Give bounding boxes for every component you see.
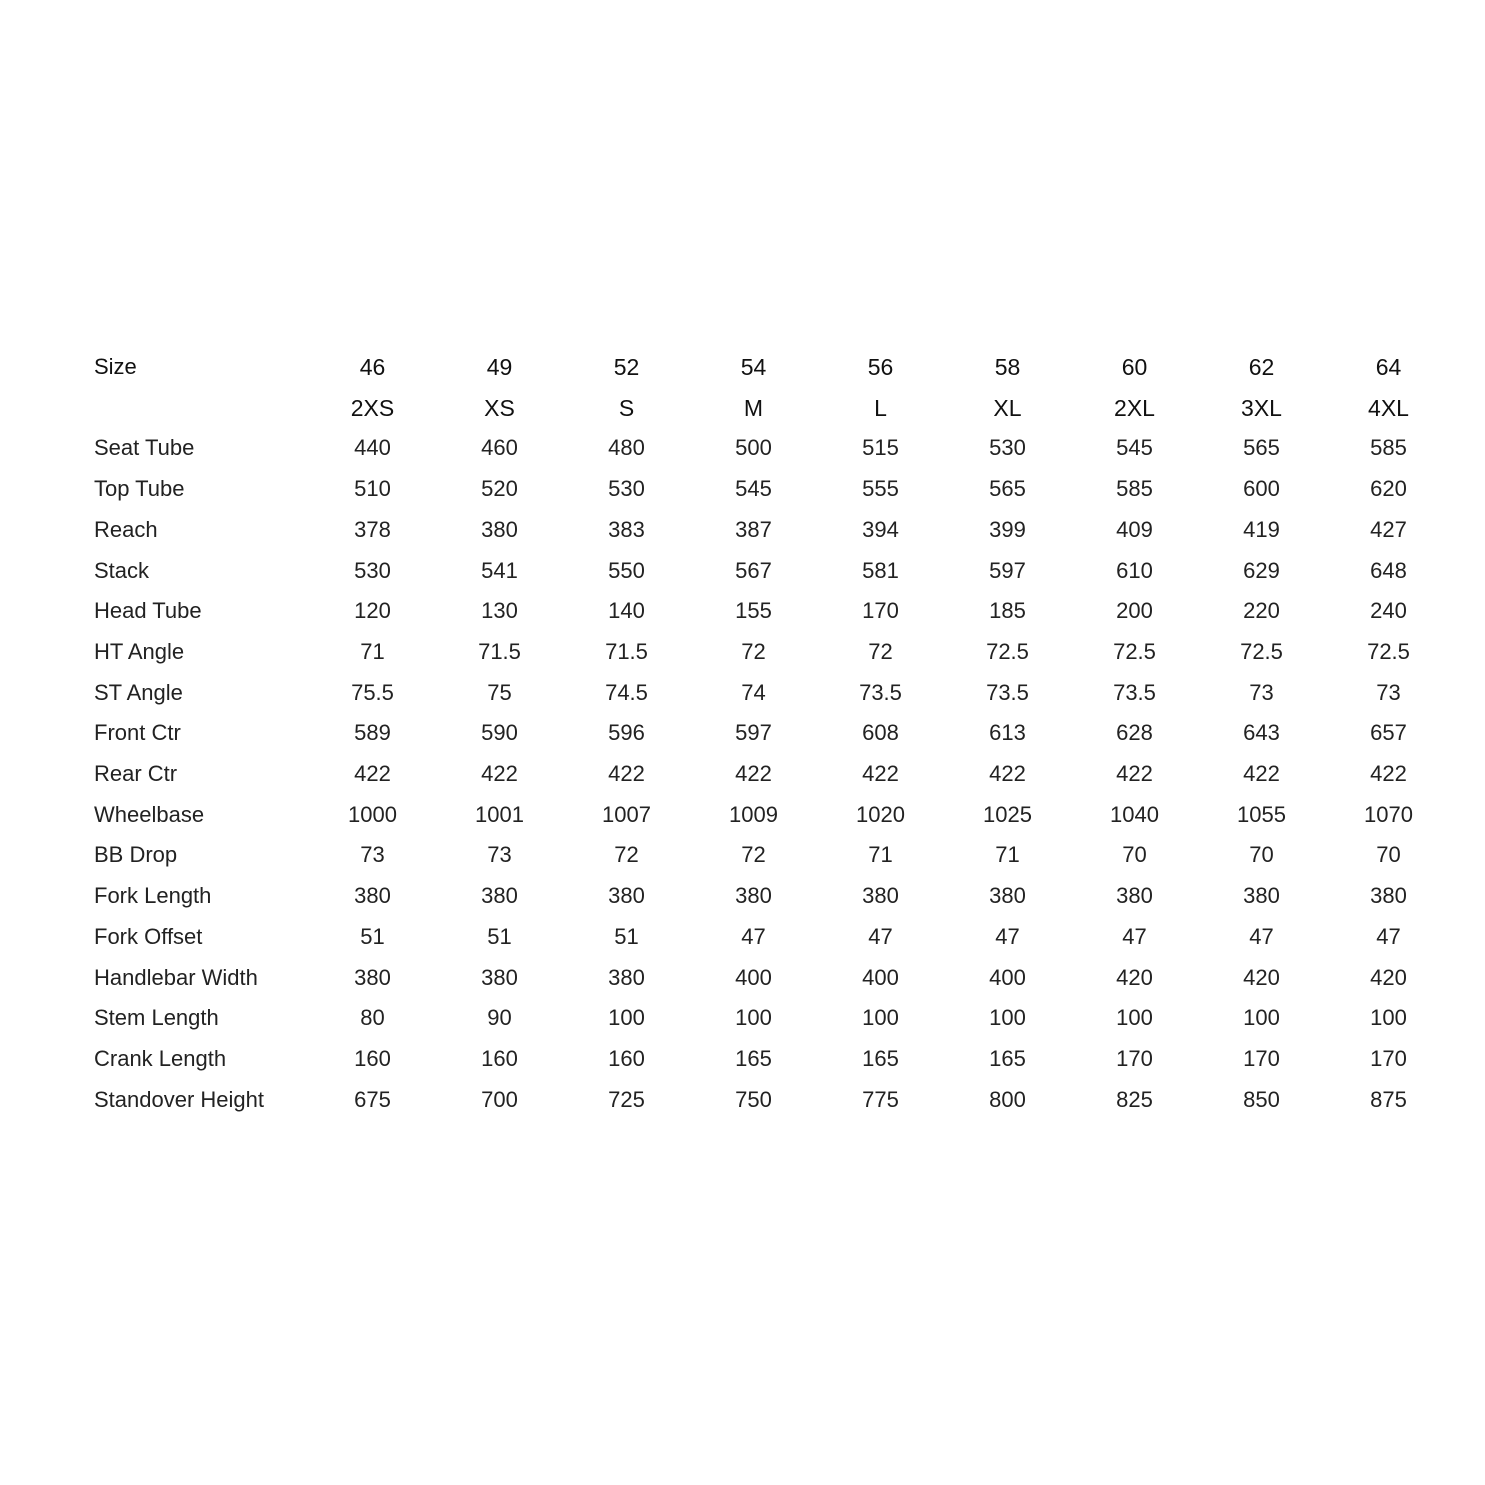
table-cell: 422 — [608, 761, 645, 787]
table-cell: 725 — [608, 1086, 645, 1112]
table-row — [90, 1039, 1452, 1080]
table-cell: 160 — [354, 1045, 391, 1071]
table-cell: 1025 — [983, 801, 1032, 827]
table-cell: 51 — [487, 923, 512, 949]
table-cell: 380 — [481, 516, 518, 542]
table-cell: 47 — [995, 923, 1020, 949]
table-cell: 567 — [735, 557, 772, 583]
table-cell: 510 — [354, 476, 391, 502]
row-label: Seat Tube — [94, 435, 195, 461]
table-cell: 120 — [354, 598, 391, 624]
row-label: HT Angle — [94, 638, 185, 664]
table-cell: 1070 — [1364, 801, 1413, 827]
table-cell: 515 — [862, 435, 899, 461]
table-cell: 530 — [989, 435, 1026, 461]
table-cell: 71.5 — [605, 638, 648, 664]
table-cell: 422 — [1116, 761, 1153, 787]
table-cell: 422 — [1243, 761, 1280, 787]
table-row — [90, 1080, 1452, 1121]
table-cell: 422 — [1370, 761, 1407, 787]
table-cell: 380 — [608, 964, 645, 990]
size-number-cell: 58 — [994, 354, 1021, 380]
table-cell: 400 — [735, 964, 772, 990]
table-row — [90, 510, 1452, 551]
table-cell: 70 — [1122, 842, 1147, 868]
table-cell: 565 — [989, 476, 1026, 502]
table-cell: 409 — [1116, 516, 1153, 542]
table-row — [90, 917, 1452, 958]
table-cell: 71 — [868, 842, 893, 868]
table-cell: 545 — [1116, 435, 1153, 461]
table-cell: 165 — [862, 1045, 899, 1071]
letter-size-cell: L — [874, 394, 887, 421]
table-cell: 420 — [1370, 964, 1407, 990]
row-label: Stack — [94, 557, 150, 583]
table-cell: 422 — [481, 761, 518, 787]
table-cell: 400 — [989, 964, 1026, 990]
table-cell: 825 — [1116, 1086, 1153, 1112]
table-cell: 750 — [735, 1086, 772, 1112]
table-cell: 73 — [1249, 679, 1274, 705]
table-cell: 73.5 — [859, 679, 902, 705]
table-cell: 657 — [1370, 720, 1407, 746]
table-cell: 597 — [989, 557, 1026, 583]
table-cell: 875 — [1370, 1086, 1407, 1112]
table-cell: 51 — [360, 923, 385, 949]
size-number-cell: 56 — [867, 354, 894, 380]
table-cell: 628 — [1116, 720, 1153, 746]
table-cell: 648 — [1370, 557, 1407, 583]
table-cell: 165 — [989, 1045, 1026, 1071]
size-number-cell: 64 — [1375, 354, 1402, 380]
table-row — [90, 876, 1452, 917]
table-cell: 72 — [868, 638, 893, 664]
table-cell: 100 — [735, 1005, 772, 1031]
table-cell: 71.5 — [478, 638, 521, 664]
row-label: Standover Height — [94, 1086, 264, 1112]
table-cell: 100 — [608, 1005, 645, 1031]
table-cell: 422 — [354, 761, 391, 787]
table-cell: 480 — [608, 435, 645, 461]
row-label: Front Ctr — [94, 720, 181, 746]
table-cell: 380 — [1243, 883, 1280, 909]
table-cell: 380 — [1116, 883, 1153, 909]
table-cell: 520 — [481, 476, 518, 502]
table-cell: 422 — [862, 761, 899, 787]
table-row — [90, 469, 1452, 510]
table-cell: 47 — [1249, 923, 1274, 949]
table-cell: 700 — [481, 1086, 518, 1112]
table-cell: 387 — [735, 516, 772, 542]
geometry-table-body — [90, 347, 1452, 1120]
table-row — [90, 591, 1452, 632]
table-cell: 1009 — [729, 801, 778, 827]
table-cell: 71 — [995, 842, 1020, 868]
table-cell: 75 — [487, 679, 512, 705]
table-cell: 555 — [862, 476, 899, 502]
table-cell: 170 — [1243, 1045, 1280, 1071]
row-label: Fork Length — [94, 883, 212, 909]
table-cell: 80 — [360, 1005, 385, 1031]
table-cell: 70 — [1249, 842, 1274, 868]
size-label: Size — [94, 354, 137, 379]
table-cell: 585 — [1370, 435, 1407, 461]
row-label: Handlebar Width — [94, 964, 258, 990]
table-cell: 47 — [1122, 923, 1147, 949]
table-cell: 170 — [862, 598, 899, 624]
table-cell: 165 — [735, 1045, 772, 1071]
table-cell: 422 — [989, 761, 1026, 787]
table-cell: 530 — [608, 476, 645, 502]
row-label: Reach — [94, 516, 158, 542]
table-cell: 72 — [741, 842, 766, 868]
table-row — [90, 673, 1452, 714]
table-row — [90, 958, 1452, 999]
table-cell: 73 — [1376, 679, 1401, 705]
table-cell: 400 — [862, 964, 899, 990]
table-cell: 170 — [1116, 1045, 1153, 1071]
table-cell: 100 — [1370, 1005, 1407, 1031]
table-row — [90, 754, 1452, 795]
row-label: Crank Length — [94, 1045, 227, 1071]
table-cell: 629 — [1243, 557, 1280, 583]
table-cell: 160 — [608, 1045, 645, 1071]
table-cell: 620 — [1370, 476, 1407, 502]
table-cell: 383 — [608, 516, 645, 542]
letter-size-cell: M — [743, 394, 764, 421]
table-cell: 1040 — [1110, 801, 1159, 827]
table-cell: 643 — [1243, 720, 1280, 746]
table-cell: 72.5 — [1113, 638, 1156, 664]
table-cell: 380 — [735, 883, 772, 909]
table-cell: 581 — [862, 557, 899, 583]
table-cell: 72.5 — [986, 638, 1029, 664]
table-cell: 74 — [741, 679, 766, 705]
table-cell: 380 — [354, 883, 391, 909]
table-cell: 600 — [1243, 476, 1280, 502]
table-cell: 73.5 — [986, 679, 1029, 705]
table-cell: 427 — [1370, 516, 1407, 542]
table-cell: 590 — [481, 720, 518, 746]
table-row — [90, 998, 1452, 1039]
size-number-cell: 54 — [740, 354, 767, 380]
table-cell: 73 — [487, 842, 512, 868]
table-cell: 675 — [354, 1086, 391, 1112]
table-cell: 610 — [1116, 557, 1153, 583]
table-row — [90, 713, 1452, 754]
table-cell: 71 — [360, 638, 385, 664]
row-label: Stem Length — [94, 1005, 219, 1031]
table-cell: 380 — [354, 964, 391, 990]
table-cell: 550 — [608, 557, 645, 583]
table-cell: 500 — [735, 435, 772, 461]
table-cell: 155 — [735, 598, 772, 624]
table-cell: 90 — [487, 1005, 512, 1031]
table-cell: 72.5 — [1240, 638, 1283, 664]
table-cell: 380 — [989, 883, 1026, 909]
row-label: ST Angle — [94, 679, 183, 705]
geometry-table — [90, 347, 1452, 1120]
empty-label-cell — [90, 388, 309, 429]
table-cell: 422 — [735, 761, 772, 787]
row-label: Fork Offset — [94, 923, 203, 949]
table-cell: 72 — [614, 842, 639, 868]
table-cell: 1000 — [348, 801, 397, 827]
table-cell: 130 — [481, 598, 518, 624]
table-cell: 75.5 — [351, 679, 394, 705]
table-cell: 850 — [1243, 1086, 1280, 1112]
table-cell: 380 — [481, 883, 518, 909]
row-label: BB Drop — [94, 842, 178, 868]
table-row — [90, 428, 1452, 469]
table-cell: 541 — [481, 557, 518, 583]
table-cell: 565 — [1243, 435, 1280, 461]
letter-size-cell: XL — [993, 394, 1022, 421]
table-cell: 419 — [1243, 516, 1280, 542]
letter-size-cell: S — [618, 394, 635, 421]
table-cell: 394 — [862, 516, 899, 542]
table-cell: 100 — [1243, 1005, 1280, 1031]
table-cell: 200 — [1116, 598, 1153, 624]
table-cell: 100 — [1116, 1005, 1153, 1031]
table-cell: 420 — [1116, 964, 1153, 990]
table-cell: 72 — [741, 638, 766, 664]
letter-size-cell: 2XS — [350, 394, 395, 421]
size-number-cell: 46 — [359, 354, 386, 380]
table-cell: 100 — [989, 1005, 1026, 1031]
table-cell: 585 — [1116, 476, 1153, 502]
letter-size-cell: 4XL — [1368, 394, 1409, 421]
table-cell: 73.5 — [1113, 679, 1156, 705]
row-label: Rear Ctr — [94, 761, 178, 787]
row-label: Head Tube — [94, 598, 202, 624]
table-cell: 73 — [360, 842, 385, 868]
table-cell: 800 — [989, 1086, 1026, 1112]
table-cell: 613 — [989, 720, 1026, 746]
size-number-cell: 62 — [1248, 354, 1275, 380]
table-cell: 1055 — [1237, 801, 1286, 827]
table-cell: 380 — [1370, 883, 1407, 909]
table-cell: 70 — [1376, 842, 1401, 868]
table-cell: 545 — [735, 476, 772, 502]
table-cell: 51 — [614, 923, 639, 949]
table-cell: 1001 — [475, 801, 524, 827]
table-row — [90, 551, 1452, 592]
table-cell: 378 — [354, 516, 391, 542]
table-row — [90, 632, 1452, 673]
table-cell: 74.5 — [605, 679, 648, 705]
table-cell: 100 — [862, 1005, 899, 1031]
letter-size-cell: XS — [484, 394, 515, 421]
table-cell: 380 — [608, 883, 645, 909]
table-cell: 185 — [989, 598, 1026, 624]
letter-size-cell: 2XL — [1114, 394, 1155, 421]
table-row — [90, 835, 1452, 876]
size-number-row — [90, 347, 1452, 388]
table-cell: 1020 — [856, 801, 905, 827]
table-cell: 440 — [354, 435, 391, 461]
table-cell: 47 — [1376, 923, 1401, 949]
table-cell: 608 — [862, 720, 899, 746]
table-cell: 72.5 — [1367, 638, 1410, 664]
table-cell: 380 — [862, 883, 899, 909]
size-number-cell: 49 — [486, 354, 513, 380]
table-cell: 380 — [481, 964, 518, 990]
table-cell: 775 — [862, 1086, 899, 1112]
table-cell: 597 — [735, 720, 772, 746]
table-cell: 140 — [608, 598, 645, 624]
table-cell: 160 — [481, 1045, 518, 1071]
table-cell: 170 — [1370, 1045, 1407, 1071]
table-cell: 530 — [354, 557, 391, 583]
letter-size-cell: 3XL — [1241, 394, 1282, 421]
row-label: Wheelbase — [94, 801, 205, 827]
table-cell: 420 — [1243, 964, 1280, 990]
row-label: Top Tube — [94, 476, 185, 502]
table-cell: 47 — [741, 923, 766, 949]
size-number-cell: 60 — [1121, 354, 1148, 380]
table-cell: 240 — [1370, 598, 1407, 624]
size-number-cell: 52 — [613, 354, 640, 380]
table-cell: 399 — [989, 516, 1026, 542]
table-row — [90, 795, 1452, 836]
table-cell: 47 — [868, 923, 893, 949]
table-cell: 220 — [1243, 598, 1280, 624]
table-cell: 596 — [608, 720, 645, 746]
table-cell: 1007 — [602, 801, 651, 827]
letter-size-row — [90, 388, 1452, 429]
table-cell: 589 — [354, 720, 391, 746]
table-cell: 460 — [481, 435, 518, 461]
